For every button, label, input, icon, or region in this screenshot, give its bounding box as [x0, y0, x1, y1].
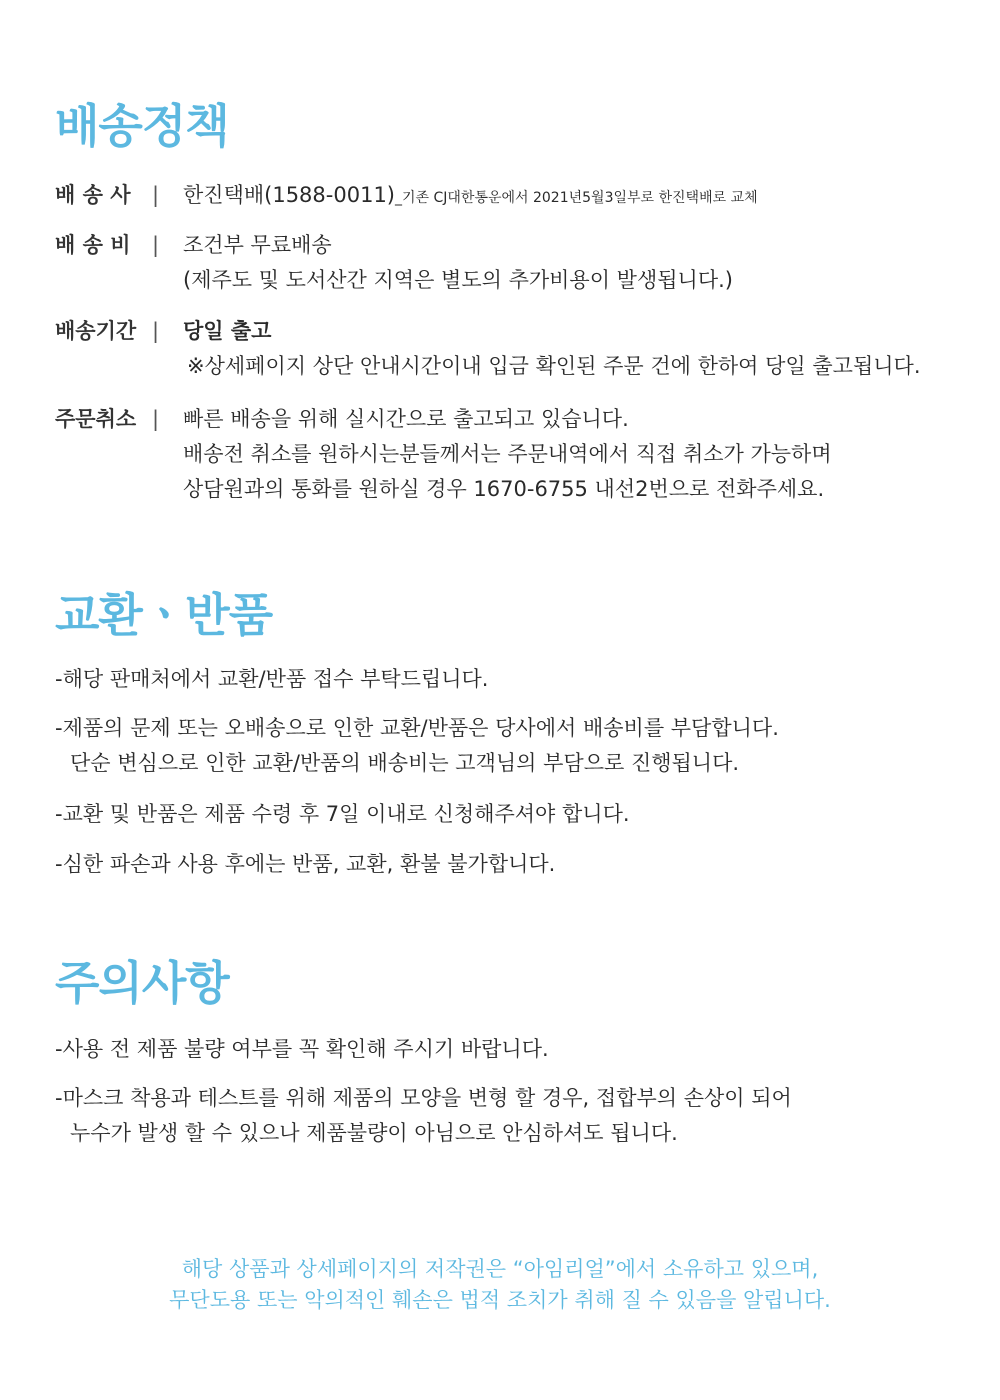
shipping-carrier-label: 배 송 사: [55, 183, 131, 207]
list-item: [55, 797, 630, 832]
list-item-text: -심한 파손과 사용 후에는 반품, 교환, 환불 불가합니다.: [55, 852, 556, 876]
separator: |: [152, 407, 160, 431]
list-item-text: -사용 전 제품 불량 여부를 꼭 확인해 주시기 바랍니다.: [55, 1037, 549, 1061]
list-item-text: -해당 판매처에서 교환/반품 접수 부탁드립니다.: [55, 667, 489, 691]
list-item-text: 단순 변심으로 인한 교환/반품의 배송비는 고객님의 부담으로 진행됩니다.: [70, 751, 740, 775]
copyright-line: 해당 상품과 상세페이지의 저작권은 “아임리얼”에서 소유하고 있으며,: [181, 1257, 819, 1281]
shipping-carrier-value: 한진택배(1588-0011): [183, 183, 395, 207]
separator: |: [152, 233, 160, 257]
shipping-period-note: ※상세페이지 상단 안내시간이내 입금 확인된 주문 건에 한하여 당일 출고됩니다.: [187, 354, 921, 378]
order-cancel-line: 배송전 취소를 원하시는분들께서는 주문내역에서 직접 취소가 가능하며: [183, 442, 832, 466]
shipping-fee-line: 조건부 무료배송: [183, 233, 332, 257]
shipping-policy-title: 배송정책: [55, 99, 229, 153]
caution-title: 주의사항: [55, 956, 229, 1010]
shipping-fee-line: (제주도 및 도서산간 지역은 별도의 추가비용이 발생됩니다.): [183, 268, 733, 292]
copyright-notice: [0, 1254, 1000, 1316]
shipping-period-line: 당일 출고: [183, 319, 272, 343]
shipping-period-label: 배송기간: [55, 319, 137, 343]
list-item: [55, 1081, 792, 1151]
order-cancel-label: 주문취소: [55, 407, 137, 431]
list-item-text: 누수가 발생 할 수 있으나 제품불량이 아님으로 안심하셔도 됩니다.: [70, 1121, 678, 1145]
list-item-text: -교환 및 반품은 제품 수령 후 7일 이내로 신청해주셔야 합니다.: [55, 802, 630, 826]
separator: |: [152, 319, 160, 343]
order-cancel-line: 상담원과의 통화를 원하실 경우 1670-6755 내선2번으로 전화주세요.: [183, 477, 825, 501]
list-item: [55, 1032, 549, 1067]
list-item: [55, 847, 555, 882]
separator: |: [152, 183, 160, 207]
shipping-fee-label: 배 송 비: [55, 233, 131, 257]
order-cancel-line: 빠른 배송을 위해 실시간으로 출고되고 있습니다.: [183, 407, 629, 431]
exchange-return-title: 교환ㆍ반품: [55, 588, 273, 642]
list-item-text: -마스크 착용과 테스트를 위해 제품의 모양을 변형 할 경우, 접합부의 손상이 되어: [55, 1086, 792, 1110]
shipping-carrier-note: _기존 CJ대한통운에서 2021년5월3일부로 한진택배로 교체: [395, 190, 758, 206]
list-item: [55, 662, 488, 697]
list-item: [55, 711, 779, 781]
copyright-line: 무단도용 또는 악의적인 훼손은 법적 조치가 취해 질 수 있음을 알립니다.: [169, 1288, 831, 1312]
list-item-text: -제품의 문제 또는 오배송으로 인한 교환/반품은 당사에서 배송비를 부담합니다.: [55, 716, 779, 740]
